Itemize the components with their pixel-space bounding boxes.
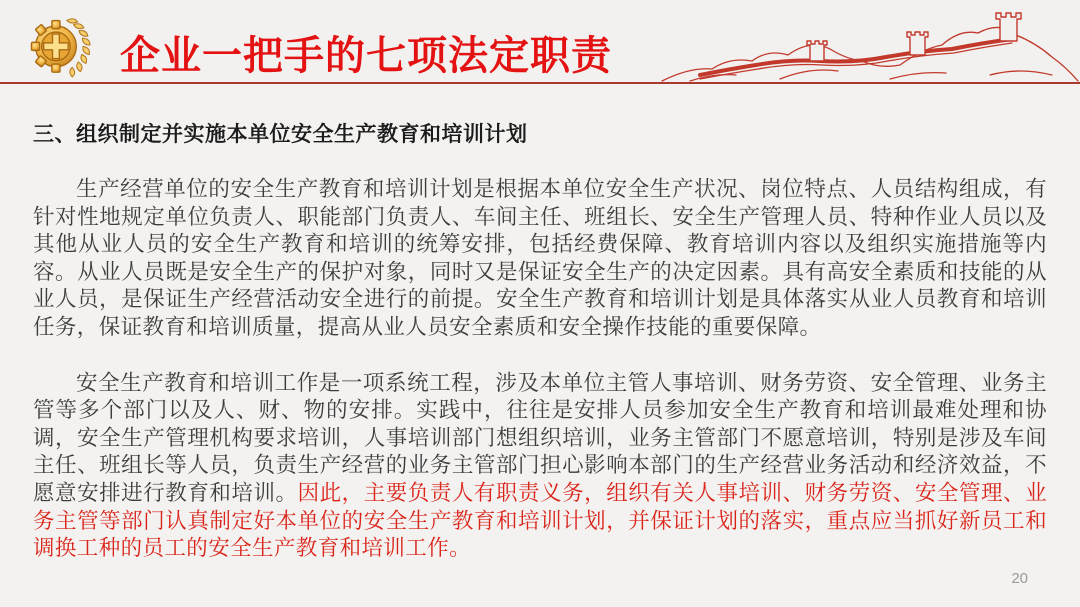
paragraph-2-red-emphasis-text: 因此，主要负责人有职责义务，组织有关人事培训、财务劳资、安全管理、业务主管等部门认真制定好本单位的安全生产教育和培训计划，并保证计划的落实，重点应当抓好新员工和调换工种的员工的安全生产教育和培训工作。 xyxy=(33,480,1047,561)
page-number: 20 xyxy=(1011,570,1028,587)
slide-header xyxy=(0,0,1080,84)
safety-production-emblem-icon xyxy=(26,11,94,79)
slide-body xyxy=(0,84,1080,563)
paragraph-2-black-text: 安全生产教育和培训工作是一项系统工程，涉及本单位主管人事培训、财务劳资、安全管理、业务主管等多个部门以及人、财、物的安排。实践中，往往是安排人员参加安全生产教育和培训最难处理和协调，安全生产管理机构要求培训，人事培训部门想组织培训，业务主管部门不愿意培训，特别是涉及车间主任、班组长等人员，负责生产经营的业务主管部门担心影响本部门的生产经营业务活动和经济效益，不愿意安排进行教育和培训。 xyxy=(33,370,1047,505)
paragraph-2 xyxy=(33,370,1047,563)
header-separator-line xyxy=(0,82,1080,84)
section-heading: 三、组织制定并实施本单位安全生产教育和培训计划 xyxy=(33,123,528,146)
paragraph-1: 生产经营单位的安全生产教育和培训计划是根据本单位安全生产状况、岗位特点、人员结构组成，有针对性地规定单位负责人、职能部门负责人、车间主任、班组长、安全生产管理人员、特种作业人员以及其他从业人员的安全生产教育和培训的统筹安排，包括经费保障、教育培训内容以及组织实施措施等内容。从业人员既是安全生产的保护对象，同时又是保证安全生产的决定因素。具有高安全素质和技能的从业人员，是保证生产经营活动安全进行的前提。安全生产教育和培训计划是具体落实从业人员教育和培训任务，保证教育和培训质量，提高从业人员安全素质和安全操作技能的重要保障。 xyxy=(33,177,1047,339)
slide-title: 企业一把手的七项法定职责 xyxy=(120,34,612,78)
great-wall-illustration-icon xyxy=(660,9,1080,83)
